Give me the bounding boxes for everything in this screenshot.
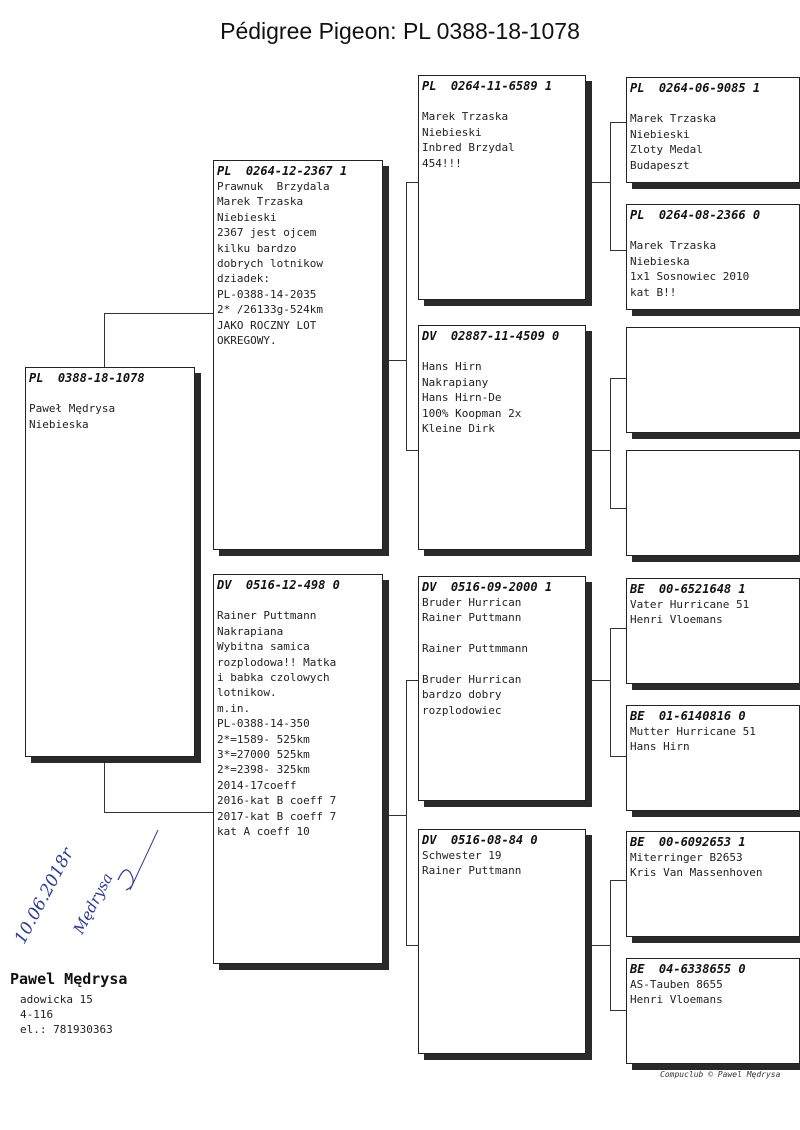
card-line: Kleine Dirk [422,422,495,436]
connector [104,313,214,314]
card-line: Niebieska [29,417,89,431]
connector [610,122,611,250]
ring-number: BE 04-6338655 0 [630,962,746,976]
ring-number: PL 0264-06-9085 1 [630,81,761,95]
connector [406,945,418,946]
connector [610,508,626,509]
card-line: Kris Van Massenhoven [630,866,763,880]
signature-name: Mędrysa [69,870,117,937]
card-line: Zloty Medal [630,143,703,157]
card-line: Vater Hurricane 51 [630,598,750,611]
connector [610,880,626,881]
card-line: 1x1 Sosnowiec 2010 [630,270,750,284]
card-line: Hans Hirn-De [422,391,502,405]
card-line: Henri Vloemans [630,993,723,1007]
ring-number: PL 0264-12-2367 1 [217,164,348,178]
card-line: rozplodowa!! Matka [217,655,337,669]
connector [610,1010,626,1011]
card-line: i babka czolowych [217,671,330,685]
connector [586,450,610,451]
connector [610,628,626,629]
card-line: Mutter Hurricane 51 [630,725,756,738]
connector [610,880,611,1010]
card-line: Niebieski [217,210,277,224]
card-line: Wybitna samica [217,640,310,654]
copyright-notice: Compuclub © Pawel Mędrysa [660,1070,781,1079]
connector [586,182,610,183]
card-line: Nakrapiana [217,624,284,638]
ring-number: BE 01-6140816 0 [630,709,746,723]
connector [406,182,407,450]
card-line [422,344,582,359]
card-line: dobrych lotnikow [217,257,323,271]
card-line [630,223,796,238]
connector [406,680,418,681]
card-line: kat A coeff 10 [217,825,310,839]
ring-number [630,453,796,469]
card-line: 100% Koopman 2x [422,406,522,420]
card-line: Budapeszt [630,158,690,172]
pigeon-card-ss-dam [626,204,800,310]
connector [610,250,626,251]
card-line: Niebieska [630,254,690,268]
card-line: Nakrapiany [422,375,489,389]
pigeon-card-subject [25,367,195,757]
card-line: Bruder Hurrican [422,673,522,686]
connector [382,815,406,816]
ring-number: BE 00-6092653 1 [630,835,746,849]
connector [382,360,406,361]
pigeon-card-sire-dam [418,325,586,550]
ring-number: PL 0264-08-2366 0 [630,208,761,222]
connector [586,945,610,946]
card-line: m.in. [217,701,251,715]
card-line: JAKO ROCZNY LOT [217,318,317,332]
owner-address: adowicka 15 [20,993,93,1006]
card-line: PL-0388-14-350 [217,717,310,731]
card-line: Niebieski [422,125,482,139]
card-line: 2016-kat B coeff 7 [217,794,337,808]
owner-postcode: 4-116 [20,1008,54,1021]
card-line: 2*=1589- 525km [217,732,310,746]
card-line: kilku bardzo [217,241,297,255]
pigeon-card-sd-dam [626,450,800,556]
pigeon-card-dam-sire [418,576,586,801]
card-line: AS-Tauben 8655 [630,978,723,991]
card-line: OKREGOWY. [217,334,277,348]
card-line: dziadek: [217,272,270,286]
card-line: Inbred Brzydal [422,141,515,155]
card-line: Marek Trzaska [630,239,717,253]
card-line: Paweł Mędrysa [29,402,116,416]
card-line: Bruder Hurrican [422,596,522,609]
card-line: lotnikow. [217,686,277,700]
card-line: 2017-kat B coeff 7 [217,809,337,823]
connector [610,628,611,756]
card-line: Marek Trzaska [422,110,509,124]
card-line: Marek Trzaska [217,195,304,209]
card-line [29,386,191,401]
card-line: Rainer Puttmann [422,611,522,625]
card-line: Marek Trzaska [630,112,717,126]
connector [406,182,418,183]
card-line: bardzo dobry [422,688,502,702]
connector [104,762,105,812]
card-line: rozplodowiec [422,703,502,717]
connector [406,680,407,945]
ring-number: PL 0264-11-6589 1 [422,79,553,93]
pigeon-card-ds-sire [626,578,800,684]
ring-number: PL 0388-18-1078 [29,371,145,385]
pigeon-card-sire [213,160,383,550]
ring-number [630,330,796,346]
pigeon-card-dd-sire [626,831,800,937]
card-line [630,96,796,111]
card-line: Rainer Puttmann [217,609,317,623]
owner-phone: el.: 781930363 [20,1023,113,1036]
connector [610,756,626,757]
ring-number: DV 0516-08-84 0 [422,833,538,847]
ring-number: DV 0516-09-2000 1 [422,580,553,594]
signature-date: 10.06.2018r [10,844,78,948]
ring-number: DV 02887-11-4509 0 [422,329,560,343]
card-line: Niebieski [630,127,690,141]
card-line [422,657,582,672]
card-line: 2* /26133g-524km [217,303,323,317]
card-line [422,626,582,641]
card-line: Hans Hirn [630,740,690,754]
card-line: Prawnuk Brzydala [217,180,330,193]
card-line: kat B!! [630,285,677,299]
pigeon-card-sire-sire [418,75,586,300]
card-line: 2*=2398- 325km [217,763,310,777]
card-line: Miterringer B2653 [630,851,743,864]
connector [406,450,418,451]
connector [104,812,214,813]
card-line [422,94,582,109]
card-line: Rainer Puttmmann [422,642,528,656]
pigeon-card-ss-sire [626,77,800,183]
connector [610,378,626,379]
page-title: Pédigree Pigeon: PL 0388-18-1078 [220,18,580,44]
pigeon-card-ds-dam [626,705,800,811]
connector [610,378,611,508]
pigeon-card-dam [213,574,383,964]
card-line: PL-0388-14-2035 [217,287,317,301]
connector [586,680,610,681]
card-line: Rainer Puttmann [422,864,522,878]
card-line: 454!!! [422,156,462,170]
connector [610,122,626,123]
handwritten-signature [10,830,170,970]
card-line: Hans Hirn [422,360,482,374]
connector [104,313,105,368]
card-line: Henri Vloemans [630,613,723,627]
card-line: 2367 jest ojcem [217,226,317,240]
card-line: Schwester 19 [422,849,502,862]
ring-number: BE 00-6521648 1 [630,582,746,596]
ring-number: DV 0516-12-498 0 [217,578,340,592]
pigeon-card-dd-dam [626,958,800,1064]
owner-name: Pawel Mędrysa [10,970,128,988]
card-line: 3*=27000 525km [217,748,310,762]
card-line [217,593,379,608]
pigeon-card-dam-dam [418,829,586,1054]
card-line: 2014-17coeff [217,778,297,792]
pigeon-card-sd-sire [626,327,800,433]
